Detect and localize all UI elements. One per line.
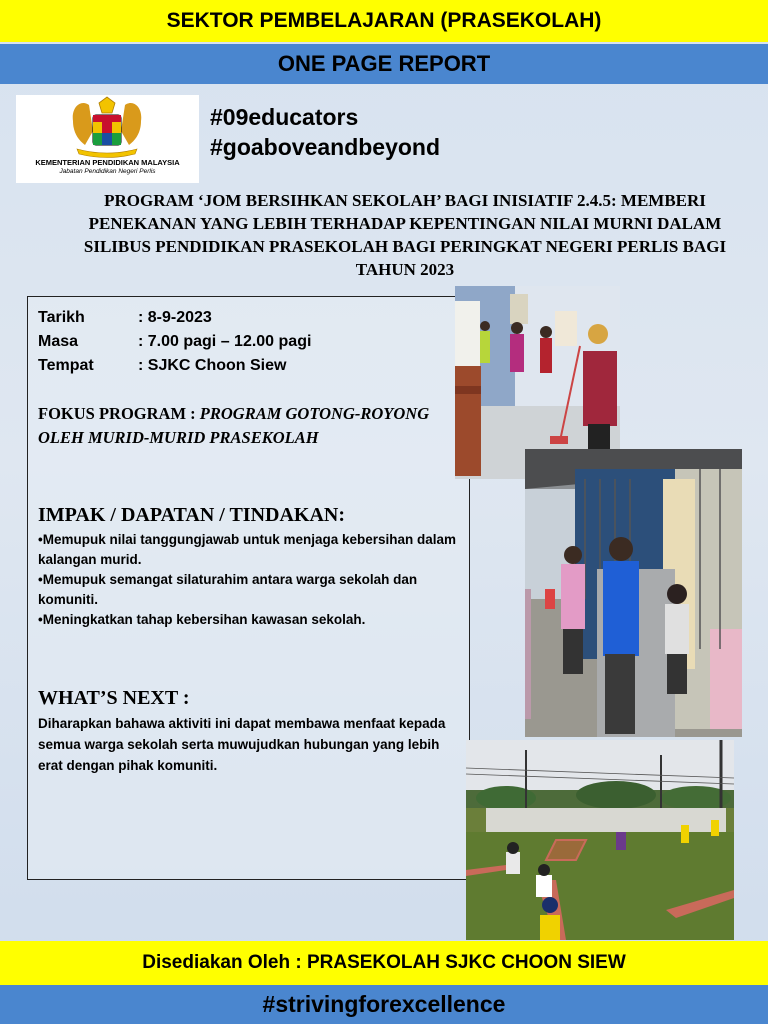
time-row xyxy=(38,333,311,351)
time-value: : 7.00 pagi – 12.00 pagi xyxy=(138,333,312,350)
date-label: Tarikh xyxy=(38,309,85,326)
focus-label: FOKUS PROGRAM : xyxy=(38,404,200,423)
hashtag-striving: #strivingforexcellence xyxy=(0,985,768,1024)
whats-next-text: Diharapkan bahawa aktiviti ini dapat membawa menfaat kepada semua warga sekolah serta muwujudkan hubungan yang lebih erat dengan pihak komuniti. xyxy=(38,716,446,773)
program-title: PROGRAM ‘JOM BERSIHKAN SEKOLAH’ BAGI INISIATIF 2.4.5: MEMBERI PENEKANAN YANG LEBIH TERHADAP KEPENTINGAN NILAI MURNI DALAM SILIBUS PENDIDIKAN PRASEKOLAH BAGI PERINGKAT NEGERI PERLIS BAGI TAHUN 2023 xyxy=(83,191,727,279)
impact-list xyxy=(38,530,458,630)
impact-item: •Meningkatkan tahap kebersihan kawasan sekolah. xyxy=(38,612,366,627)
photo-garden-cleaning xyxy=(466,740,734,940)
place-label: Tempat xyxy=(38,357,94,374)
time-label: Masa xyxy=(38,333,79,350)
ministry-logo xyxy=(16,95,199,183)
sector-title: SEKTOR PEMBELAJARAN (PRASEKOLAH) xyxy=(0,0,768,42)
photo-corridor-cleaning xyxy=(525,449,742,737)
hashtag-go-above: #goaboveandbeyond xyxy=(210,134,441,160)
logo-department-text: Jabatan Pendidikan Negeri Perlis xyxy=(59,168,156,175)
date-value: : 8-9-2023 xyxy=(138,309,212,326)
report-title: ONE PAGE REPORT xyxy=(0,44,768,84)
report-details-box xyxy=(27,296,470,880)
hashtag-educators: #09educators xyxy=(210,104,359,130)
whats-next-heading: WHAT’S NEXT : xyxy=(38,687,190,709)
prepared-by: Disediakan Oleh : PRASEKOLAH SJKC CHOON SIEW xyxy=(0,941,768,985)
impact-heading: IMPAK / DAPATAN / TINDAKAN: xyxy=(38,504,346,526)
place-value: : SJKC Choon Siew xyxy=(138,357,287,374)
impact-item: •Memupuk nilai tanggungjawab untuk menjaga kebersihan dalam kalangan murid. xyxy=(38,532,457,567)
impact-item: •Memupuk semangat silaturahim antara warga sekolah dan komuniti. xyxy=(38,572,418,607)
focus-value: PROGRAM GOTONG-ROYONG OLEH MURID-MURID PRASEKOLAH xyxy=(38,404,430,447)
date-row xyxy=(38,309,212,327)
logo-ministry-text: KEMENTERIAN PENDIDIKAN MALAYSIA xyxy=(35,158,180,167)
place-row xyxy=(38,357,286,375)
focus-program xyxy=(38,402,438,450)
